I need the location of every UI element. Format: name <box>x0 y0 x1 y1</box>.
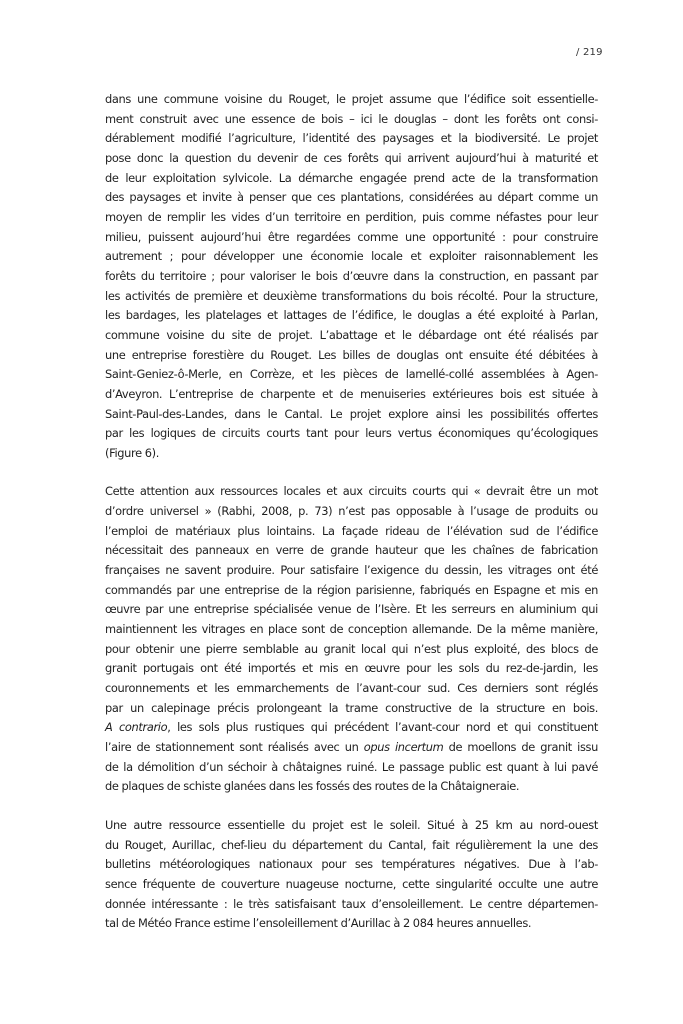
text-line: pour obtenir une pierre semblable au granit local qui n’est plus exploité, des blocs de <box>105 641 598 656</box>
text-line: maintiennent les vitrages en place sont de conception allemande. De la même manière, <box>105 622 598 637</box>
text-line: commune voisine du site de projet. L’abattage et le débardage ont été réalisés par <box>105 327 598 342</box>
text-fragment: de moellons de granit issu <box>443 740 599 754</box>
text-line: donnée intéressante : le très satisfaisant taux d’ensoleillement. Le centre départemen- <box>105 896 598 911</box>
page-number: / 219 <box>576 47 603 58</box>
italic-term: A contrario <box>105 720 168 735</box>
text-line: moyen de remplir les vides d’un territoire en perdition, puis comme néfastes pour leur <box>105 209 598 224</box>
text-line: de plaques de schiste glanées dans les fossés des routes de la Châtaigneraie. <box>105 779 520 794</box>
text-line <box>105 738 598 758</box>
citation-line: d’ordre universel » (Rabhi, 2008, p. 73) n’est pas opposable à l’usage de produits ou <box>105 504 598 519</box>
text-line: milieu, puissent aujourd’hui être regardées comme une opportunité : pour construire <box>105 229 598 244</box>
text-line: de la démolition d’un séchoir à châtaignes ruiné. Le passage public est quant à lui pavé <box>105 759 598 774</box>
text-line: du Rouget, Aurillac, chef-lieu du département du Cantal, fait régulièrement la une des <box>105 837 598 852</box>
text-line: commandés par une entreprise de la région parisienne, fabriqués en Espagne et mis en <box>105 582 598 597</box>
text-line: par un calepinage précis prolongeant la trame constructive de la structure en bois. <box>105 700 598 715</box>
text-line: dérablement modifié l’agriculture, l’identité des paysages et la biodiversité. Le projet <box>105 131 598 146</box>
text-line: une entreprise forestière du Rouget. Les billes de douglas ont ensuite été débitées à <box>105 347 598 362</box>
text-line: dans une commune voisine du Rouget, le projet assume que l’édifice soit essentielle- <box>105 92 598 106</box>
text-line: les bardages, les platelages et lattages de l’édifice, le douglas a été exploité à Parlan, <box>105 308 598 323</box>
text-fragment: , les sols plus rustiques qui précédent l’avant-cour nord et qui constituent <box>167 720 598 735</box>
paragraph-2 <box>105 482 598 797</box>
text-line: tal de Météo France estime l’ensoleillement d’Aurillac à 2 084 heures annuelles. <box>105 916 532 931</box>
text-line: l’emploi de matériaux plus lointains. La façade rideau de l’élévation sud de l’édifice <box>105 523 598 538</box>
figure-reference: (Figure 6). <box>105 445 160 460</box>
paragraph-3 <box>105 816 598 934</box>
text-line: ment construit avec une essence de bois – ici le douglas – dont les forêts ont consi- <box>105 111 598 126</box>
text-line: granit portugais ont été importés et mis en œuvre pour les sols du rez-de-jardin, les <box>105 661 598 676</box>
text-line: par les logiques de circuits courts tant pour leurs vertus économiques qu’écologiques <box>105 426 598 441</box>
text-line: nécessitait des panneaux en verre de grande hauteur que les chaînes de fabrication <box>105 543 598 558</box>
text-line: Cette attention aux ressources locales et aux circuits courts qui « devrait être un mot <box>105 484 598 499</box>
text-line: forêts du territoire ; pour valoriser le bois d’œuvre dans la construction, en passant par <box>105 268 598 283</box>
text-line: de leur exploitation sylvicole. La démarche engagée prend acte de la transformation <box>105 170 598 185</box>
text-line: Une autre ressource essentielle du projet est le soleil. Situé à 25 km au nord-ouest <box>105 817 598 832</box>
text-line <box>105 718 598 738</box>
text-line: œuvre par une entreprise spécialisée venue de l’Isère. Et les serreurs en aluminium qui <box>105 602 598 617</box>
text-line: Saint-Geniez-ô-Merle, en Corrèze, et les pièces de lamellé-collé assemblées à Agen- <box>105 367 598 382</box>
text-line: françaises ne savent produire. Pour satisfaire l’exigence du dessin, les vitrages ont été <box>105 563 598 578</box>
text-line: couronnements et les emmarchements de l’avant-cour sud. Ces derniers sont réglés <box>105 681 598 696</box>
text-line: pose donc la question du devenir de ces forêts qui arrivent aujourd’hui à maturité et <box>105 150 598 165</box>
italic-term: opus incertum <box>363 740 444 754</box>
text-line: des paysages et invite à penser que ces plantations, considérées au départ comme un <box>105 190 598 205</box>
text-line: autrement ; pour développer une économie locale et exploiter raisonnablement les <box>105 249 598 264</box>
body-text <box>105 90 598 953</box>
text-line: Saint-Paul-des-Landes, dans le Cantal. Le projet explore ainsi les possibilités offertes <box>105 406 598 421</box>
text-fragment: l’aire de stationnement sont réalisés avec un <box>105 740 364 754</box>
text-line: les activités de première et deuxième transformations du bois récolté. Pour la structure, <box>105 288 598 303</box>
text-line: d’Aveyron. L’entreprise de charpente et de menuiseries extérieures bois est située à <box>105 386 598 401</box>
text-line: sence fréquente de couverture nuageuse nocturne, cette singularité occulte une autre <box>105 876 598 891</box>
text-line: bulletins météorologiques nationaux pour ses températures négatives. Due à l’ab- <box>105 857 598 872</box>
paragraph-1 <box>105 90 598 463</box>
